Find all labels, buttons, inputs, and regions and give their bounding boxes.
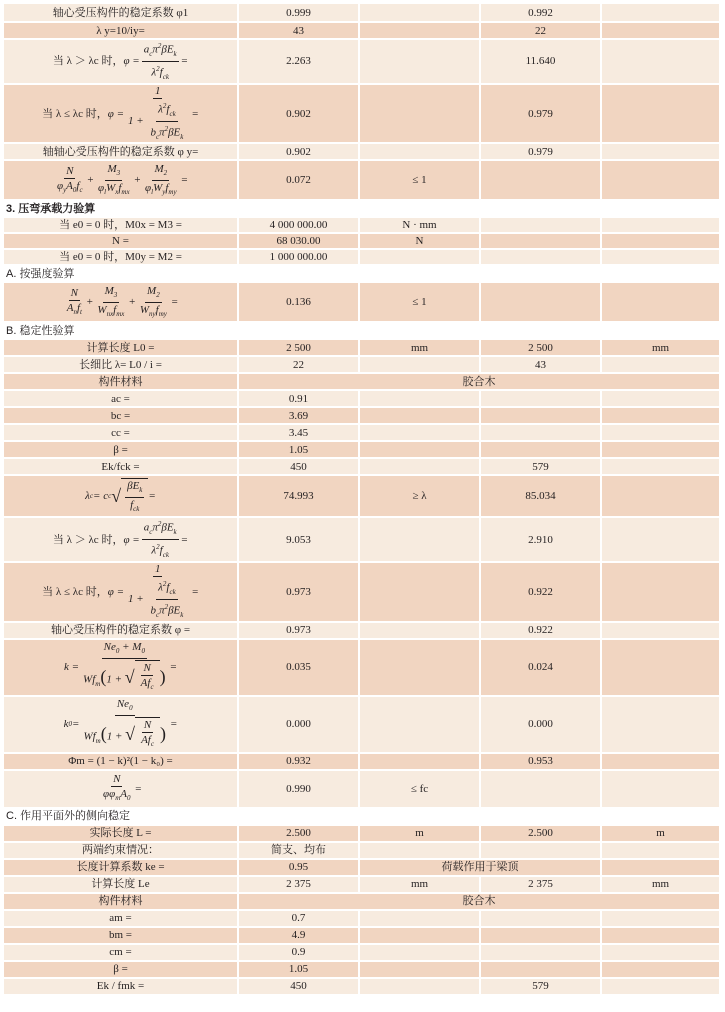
table-row — [4, 944, 720, 961]
value-2: 0.024 — [480, 639, 601, 696]
value-1: 0.95 — [238, 859, 359, 876]
unit-1: m — [359, 825, 480, 842]
table-row — [4, 893, 720, 910]
unit-2: mm — [601, 339, 720, 356]
value-1: 0.136 — [238, 282, 359, 322]
section-title: 3. 压弯承载力验算 — [4, 200, 720, 217]
formula-k0: k 0 = $Ne_0$ $Wf_m(1$ + √ $\frac{N}{Af_c}$ ) = — [4, 696, 238, 753]
section-title: A. 按强度验算 — [4, 265, 720, 282]
value-1: 0.7 — [238, 910, 359, 927]
table-row — [4, 842, 720, 859]
condition: ≤ fc — [359, 770, 480, 808]
value-1: 3.45 — [238, 424, 359, 441]
table-row — [4, 407, 720, 424]
formula-lambda-c: λ c = c c √ $\frac{\beta E_k}{f_{ck}}$ = — [4, 475, 238, 517]
table-row — [4, 143, 720, 160]
value-2: 2.910 — [480, 517, 601, 562]
value-1: 43 — [238, 22, 359, 39]
unit-1: mm — [359, 339, 480, 356]
table-row — [4, 825, 720, 842]
value-2: 2 375 — [480, 876, 601, 893]
value-1: 0.91 — [238, 390, 359, 407]
row-label: 长度计算系数 ke = — [4, 859, 238, 876]
unit-1 — [359, 249, 480, 265]
row-label: 轴心受压构件的稳定系数 φ1 — [4, 4, 238, 22]
table-row — [4, 356, 720, 373]
table-row — [4, 910, 720, 927]
value-1: 22 — [238, 356, 359, 373]
value-1: 4.9 — [238, 927, 359, 944]
value-2: 0.979 — [480, 143, 601, 160]
value-1: 450 — [238, 978, 359, 995]
material-value: 胶合木 — [238, 893, 720, 910]
table-row — [4, 517, 720, 562]
formula-prefix: 当 λ ＞ λc 时， — [52, 55, 124, 68]
row-label: bc = — [4, 407, 238, 424]
unit-1 — [359, 22, 480, 39]
calculation-table — [4, 4, 721, 996]
row-label: 当 e0 = 0 时，M0y = M2 = — [4, 249, 238, 265]
table-row — [4, 753, 720, 770]
row-label: Φm = (1 − k)²(1 − k₀) = — [4, 753, 238, 770]
value-1: 0.000 — [238, 696, 359, 753]
unit-1: N — [359, 233, 480, 249]
section-header — [4, 322, 720, 339]
row-label: 构件材料 — [4, 893, 238, 910]
value-2: 0.953 — [480, 753, 601, 770]
row-label: ac = — [4, 390, 238, 407]
material-value: 胶合木 — [238, 373, 720, 390]
row-label: Ek / fmk = — [4, 978, 238, 995]
formula-prefix: 当 λ ＞ λc 时， — [52, 533, 124, 546]
condition: ≤ 1 — [359, 282, 480, 322]
unit-2: mm — [601, 876, 720, 893]
table-row — [4, 639, 720, 696]
formula-prefix: 当 λ ≤ λc 时， — [42, 107, 108, 120]
value-1: 74.993 — [238, 475, 359, 517]
value-1: 0.035 — [238, 639, 359, 696]
row-label: β = — [4, 441, 238, 458]
formula-phi-high-b: 当 λ ＞ λc 时， φ = $\frac{a_c\pi^2\beta E_k}{\lambda^2f_{ck}}$ = — [4, 517, 238, 562]
table-row — [4, 22, 720, 39]
value-1: 0.932 — [238, 753, 359, 770]
unit-1 — [359, 4, 480, 22]
constraint-value: 简支、均布 — [238, 842, 359, 859]
row-label: 长细比 λ= L0 / i = — [4, 356, 238, 373]
table-row — [4, 249, 720, 265]
value-1: 0.072 — [238, 160, 359, 200]
condition: ≥ λ — [359, 475, 480, 517]
table-row — [4, 84, 720, 144]
table-row — [4, 390, 720, 407]
unit-2: m — [601, 825, 720, 842]
table-row — [4, 770, 720, 808]
formula-prefix: 当 λ ≤ λc 时， — [42, 585, 108, 598]
value-2: 85.034 — [480, 475, 601, 517]
value-1: 0.990 — [238, 770, 359, 808]
formula-phi-high: 当 λ ＞ λc 时， φ = $\frac{a_c\pi^2\beta E_k}{\lambda^2f_{ck}}$ = — [4, 39, 238, 84]
table-row — [4, 373, 720, 390]
value-2: 0.000 — [480, 696, 601, 753]
table-row — [4, 978, 720, 995]
value-1: 0.902 — [238, 143, 359, 160]
formula-check-1: $\frac{N}{\varphi_yA_0f_c}$ + $\frac{M_3}{\varphi_lW_xf_{mx}}$ + $\frac{M_2}{\varphi_lW_yf_{my}}$ = — [4, 160, 238, 200]
value-1: 0.9 — [238, 944, 359, 961]
row-label: 构件材料 — [4, 373, 238, 390]
table-row — [4, 562, 720, 622]
value-2: 0.992 — [480, 4, 601, 22]
value-2: 579 — [480, 458, 601, 475]
value-2: 0.979 — [480, 84, 601, 144]
table-row — [4, 441, 720, 458]
table-row — [4, 961, 720, 978]
section-header — [4, 265, 720, 282]
table-row — [4, 622, 720, 639]
value-2: 2.500 — [480, 825, 601, 842]
table-row — [4, 859, 720, 876]
table-row — [4, 4, 720, 22]
table-row — [4, 927, 720, 944]
row-label: 当 e0 = 0 时，M0x = M3 = — [4, 217, 238, 233]
section-title: B. 稳定性验算 — [4, 322, 720, 339]
value-1: 2.263 — [238, 39, 359, 84]
value-2: 579 — [480, 978, 601, 995]
value-2: 0.922 — [480, 622, 601, 639]
value-1: 2 375 — [238, 876, 359, 893]
table-row — [4, 39, 720, 84]
row-label: λ y=10/iy= — [4, 22, 238, 39]
formula-check-a: $\frac{N}{A_nf_t}$ + $\frac{M_3}{W_{nx}f_{mx}}$ + $\frac{M_2}{W_{ny}f_{my}}$ = — [4, 282, 238, 322]
value-2: 2 500 — [480, 339, 601, 356]
table-row — [4, 282, 720, 322]
unit-2 — [601, 356, 720, 373]
formula-check-b: $\frac{N}{\varphi\varphi_mA_0}$ = — [4, 770, 238, 808]
value-1: 450 — [238, 458, 359, 475]
row-label: Ek/fck = — [4, 458, 238, 475]
unit-1: mm — [359, 876, 480, 893]
value-2: 43 — [480, 356, 601, 373]
value-2: 0.922 — [480, 562, 601, 622]
value-1: 0.999 — [238, 4, 359, 22]
table-row — [4, 458, 720, 475]
value-1: 1.05 — [238, 961, 359, 978]
section-header — [4, 808, 720, 825]
row-label: 计算长度 Le — [4, 876, 238, 893]
value-1: 1.05 — [238, 441, 359, 458]
table-row — [4, 696, 720, 753]
table-row — [4, 217, 720, 233]
row-label: 计算长度 L0 = — [4, 339, 238, 356]
unit-2 — [601, 4, 720, 22]
unit-1 — [359, 356, 480, 373]
value-1: 4 000 000.00 — [238, 217, 359, 233]
table-row — [4, 475, 720, 517]
formula-phi-low: 当 λ ≤ λc 时， φ = 1 1 + $\frac{\lambda^2f_{ck}}{b_c\pi^2\beta E_k}$ = — [4, 84, 238, 144]
section-header — [4, 200, 720, 217]
value-1: 2.500 — [238, 825, 359, 842]
value-1: 1 000 000.00 — [238, 249, 359, 265]
value-1: 0.973 — [238, 622, 359, 639]
row-label: cc = — [4, 424, 238, 441]
table-row — [4, 339, 720, 356]
load-note: 荷载作用于梁顶 — [359, 859, 601, 876]
formula-k: k = $Ne_0 + M_0$ $Wf_m(1$ + √ $\frac{N}{Af_c}$ ) = — [4, 639, 238, 696]
value-1: 0.973 — [238, 562, 359, 622]
row-label: 实际长度 L = — [4, 825, 238, 842]
condition: ≤ 1 — [359, 160, 480, 200]
table-row — [4, 233, 720, 249]
value-1: 9.053 — [238, 517, 359, 562]
value-1: 3.69 — [238, 407, 359, 424]
row-label: cm = — [4, 944, 238, 961]
row-label: 轴心受压构件的稳定系数 φ = — [4, 622, 238, 639]
calculation-sheet — [4, 4, 720, 996]
value-1: 0.902 — [238, 84, 359, 144]
section-title: C. 作用平面外的侧向稳定 — [4, 808, 720, 825]
value-1: 68 030.00 — [238, 233, 359, 249]
value-1: 2 500 — [238, 339, 359, 356]
row-label: β = — [4, 961, 238, 978]
table-row — [4, 424, 720, 441]
unit-2 — [601, 22, 720, 39]
row-label: am = — [4, 910, 238, 927]
value-2: 22 — [480, 22, 601, 39]
row-label: 两端约束情况： — [4, 842, 238, 859]
row-label: bm = — [4, 927, 238, 944]
row-label: 轴轴心受压构件的稳定系数 φ y= — [4, 143, 238, 160]
table-row — [4, 160, 720, 200]
table-row — [4, 876, 720, 893]
unit-1: N · mm — [359, 217, 480, 233]
value-2: 11.640 — [480, 39, 601, 84]
formula-phi-low-b: 当 λ ≤ λc 时， φ = 1 1 + $\frac{\lambda^2f_{ck}}{b_c\pi^2\beta E_k}$ = — [4, 562, 238, 622]
row-label: N = — [4, 233, 238, 249]
